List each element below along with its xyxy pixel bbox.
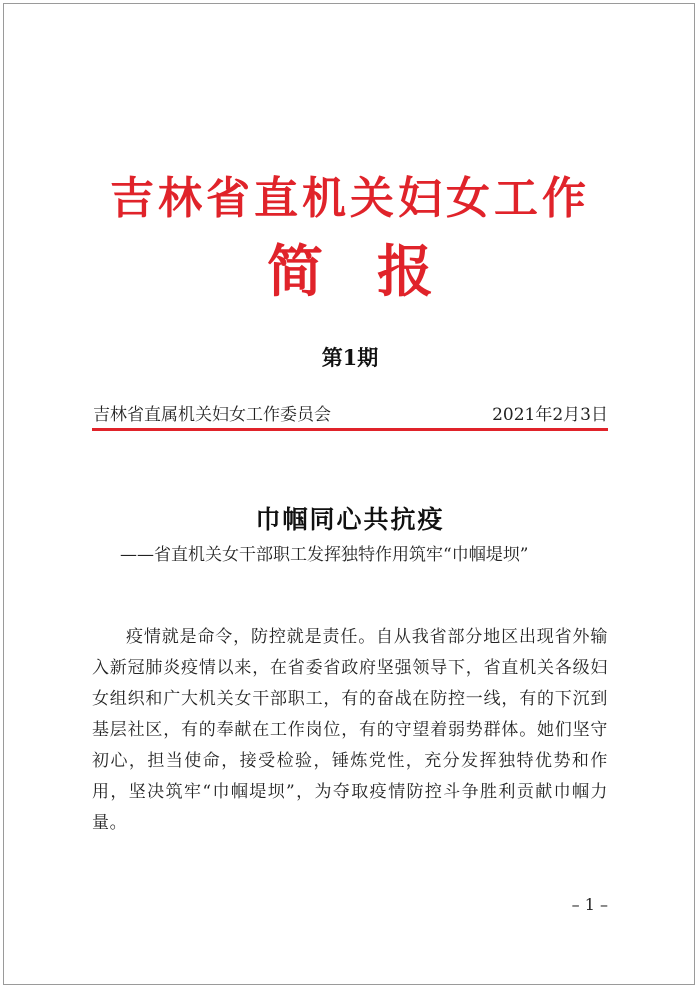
issue-number: 第1期 [321, 345, 379, 370]
red-divider [92, 428, 608, 431]
article-title: 巾帼同心共抗疫 [255, 505, 445, 534]
issuer-name: 吉林省直属机关妇女工作委员会 [93, 405, 331, 425]
masthead-subtitle: 简报 [267, 239, 487, 305]
masthead-title: 吉林省直机关妇女工作 [110, 173, 590, 224]
issue-date: 2021年2月3日 [492, 405, 608, 425]
article-subtitle: ——省直机关女干部职工发挥独特作用筑牢“巾帼堤坝” [120, 545, 529, 565]
page-number: – 1 – [571, 895, 608, 914]
article-body: 疫情就是命令，防控就是责任。自从我省部分地区出现省外输入新冠肺炎疫情以来，在省委省政府坚强领导下，省直机关各级妇女组织和广大机关女干部职工，有的奋战在防控一线，有的下沉到基层社区，有的奉献在工作岗位，有的守望着弱势群体。她们坚守初心，担当使命，接受检验，锤炼党性，充分发挥独特优势和作用，坚决筑牢“巾帼堤坝”，为夺取疫情防控斗争胜利贡献巾帼力量。 [92, 627, 608, 833]
